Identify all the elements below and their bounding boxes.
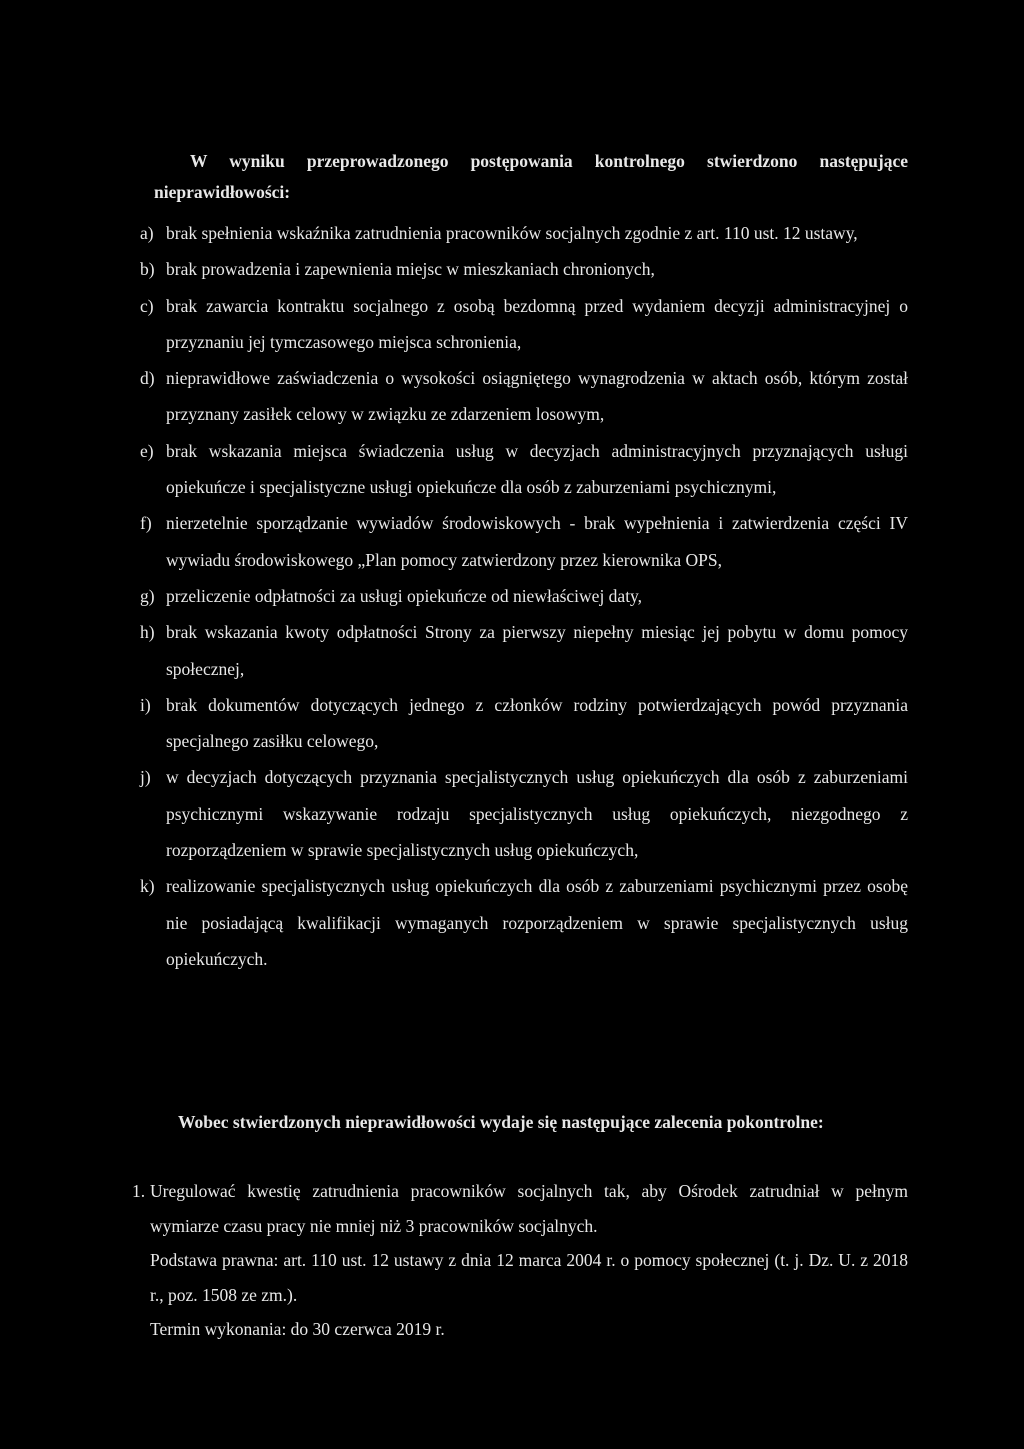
finding-text: brak dokumentów dotyczących jednego z członków rodziny potwierdzających powód przyznania specjalnego zasiłku celowego, bbox=[166, 694, 908, 752]
recommendation-text: Uregulować kwestię zatrudnienia pracowników socjalnych tak, aby Ośrodek zatrudniał w pełnym wymiarze czasu pracy nie mniej niż 3 pracowników socjalnych. bbox=[150, 1181, 908, 1236]
finding-marker: k) bbox=[140, 876, 155, 897]
finding-item-c bbox=[140, 288, 908, 361]
finding-item-d bbox=[140, 360, 908, 433]
finding-text: nierzetelnie sporządzanie wywiadów środowiskowych - brak wypełnienia i zatwierdzenia części IV wywiadu środowiskowego „Plan pomocy zatwierdzony przez kierownika OPS, bbox=[166, 513, 908, 570]
finding-item-f bbox=[140, 505, 908, 578]
recommendations-heading: Wobec stwierdzonych nieprawidłowości wydaje się następujące zalecenia pokontrolne: bbox=[178, 1112, 824, 1132]
finding-text: nieprawidłowe zaświadczenia o wysokości osiągniętego wynagrodzenia w aktach osób, którym został przyznany zasiłek celowy w związku ze zdarzeniem losowym, bbox=[166, 368, 908, 425]
finding-marker: d) bbox=[140, 368, 155, 389]
finding-item-j bbox=[140, 759, 908, 868]
finding-item-e bbox=[140, 433, 908, 506]
finding-text: brak prowadzenia i zapewnienia miejsc w mieszkaniach chronionych, bbox=[166, 259, 655, 280]
recommendations-list bbox=[132, 1174, 908, 1347]
finding-text: realizowanie specjalistycznych usług opiekuńczych dla osób z zaburzeniami psychicznymi przez osobę nie posiadającą kwalifikacji wymaganych rozporządzeniem w sprawie specjalistycznych usług opiekuńczych. bbox=[166, 876, 908, 969]
finding-marker: b) bbox=[140, 259, 155, 280]
finding-item-a bbox=[140, 215, 908, 251]
finding-item-h bbox=[140, 614, 908, 687]
finding-marker: e) bbox=[140, 440, 154, 461]
legal-basis: Podstawa prawna: art. 110 ust. 12 ustawy z dnia 12 marca 2004 r. o pomocy społecznej (t. j. Dz. U. z 2018 r., poz. 1508 ze zm.). bbox=[150, 1250, 908, 1305]
finding-marker: i) bbox=[140, 694, 151, 715]
finding-text: brak zawarcia kontraktu socjalnego z osobą bezdomną przed wydaniem decyzji administracyjnej o przyznaniu jej tymczasowego miejsca schronienia, bbox=[166, 295, 908, 352]
finding-marker: g) bbox=[140, 585, 155, 606]
finding-text: przeliczenie odpłatności za usługi opiekuńcze od niewłaściwej daty, bbox=[166, 585, 643, 606]
finding-marker: a) bbox=[140, 223, 154, 243]
recommendation-marker: 1. bbox=[132, 1181, 146, 1201]
finding-marker: h) bbox=[140, 622, 155, 643]
finding-text: brak wskazania miejsca świadczenia usług w decyzjach administracyjnych przyznających usługi opiekuńcze i specjalistyczne usługi opiekuńcze dla osób z zaburzeniami psychicznymi, bbox=[166, 440, 908, 498]
findings-list bbox=[140, 215, 908, 977]
finding-item-k bbox=[140, 868, 908, 977]
finding-item-b bbox=[140, 251, 908, 287]
finding-item-i bbox=[140, 687, 908, 760]
finding-text: w decyzjach dotyczących przyznania specjalistycznych usług opiekuńczych dla osób z zaburzeniami psychicznymi wskazywanie rodzaju specjalistycznych usług opiekuńczych, niezgodnego z rozporządzeniem w sprawie specjalistycznych usług opiekuńczych, bbox=[166, 767, 908, 861]
finding-text: brak wskazania kwoty odpłatności Strony za pierwszy niepełny miesiąc jej pobytu w domu pomocy społecznej, bbox=[166, 622, 908, 679]
recommendation-item-1 bbox=[132, 1174, 908, 1347]
findings-heading: W wyniku przeprowadzonego postępowania kontrolnego stwierdzono następujące nieprawidłowości: bbox=[154, 151, 908, 202]
finding-text: brak spełnienia wskaźnika zatrudnienia pracowników socjalnych zgodnie z art. 110 ust. 12 ustawy, bbox=[166, 223, 858, 243]
deadline: Termin wykonania: do 30 czerwca 2019 r. bbox=[150, 1319, 445, 1339]
finding-marker: c) bbox=[140, 295, 154, 316]
finding-marker: j) bbox=[140, 767, 151, 788]
finding-item-g bbox=[140, 578, 908, 614]
finding-marker: f) bbox=[140, 513, 152, 534]
